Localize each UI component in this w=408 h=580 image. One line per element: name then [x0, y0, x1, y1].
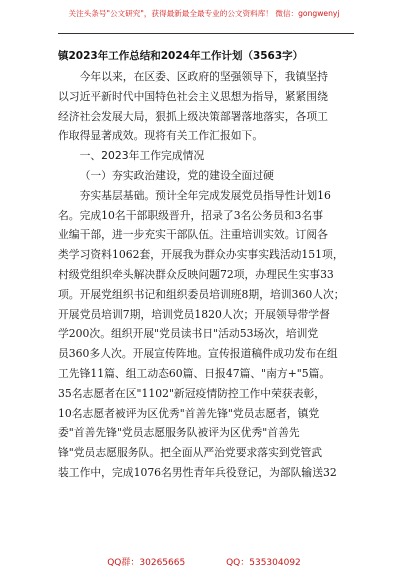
- document-title: 镇2023年工作总结和2024年工作计划（3563字）: [58, 50, 304, 62]
- footer-qq-group: QQ群：30265665: [107, 558, 186, 568]
- intro-line: 作取得显著成效。现将有关工作汇报如下。: [58, 129, 264, 143]
- document-body: [58, 67, 354, 483]
- body-line: 工先锋11篇、组工动态60篇、日报47篇、"南方+"5篇。: [58, 366, 331, 380]
- header-notice: 关注头条号"公文研究"，获得最新最全最专业的公文资料库！ 微信：gongwenyj: [68, 9, 340, 18]
- body-line: 项。开展党组织书记和组织委员培训班8期，培训360人次；: [58, 287, 345, 301]
- intro-line: 今年以来，在区委、区政府的坚强领导下，我镇坚持: [79, 70, 328, 83]
- body-line: 类学习资料1062套，开展我为群众办实事实践活动151项，: [58, 248, 344, 262]
- section-heading: 一、2023年工作完成情况: [79, 149, 205, 163]
- subsection-heading: （一）夯实政治建设，党的建设全面过硬: [79, 168, 274, 182]
- body-line: 夯实基层基础。预计全年完成发展党员指导性计划16: [79, 188, 331, 202]
- body-line: 开展党员培训7期，培训党员1820人次；开展领导带学督: [58, 307, 330, 321]
- body-line: 10名志愿者被评为区优秀"首善先锋"党员志愿者，镇党: [58, 406, 320, 420]
- body-line: 员360多人次。开展宣传阵地。宣传报道稿件成功发布在组: [58, 347, 338, 361]
- body-line: 锋"党员志愿服务队。把全面从严治党要求落实到党管武: [58, 446, 323, 460]
- body-line: 业编干部，进一步充实干部队伍。注重培训实效。订阅各: [58, 228, 328, 242]
- intro-line: 经济社会发展大局，狠抓上级决策部署落地落实，各项工: [58, 109, 328, 123]
- footer-qq: QQ：535304092: [226, 558, 301, 568]
- body-line: 学200次。组织开展"党员读书日"活动53场次，培训党: [58, 327, 319, 341]
- body-line: 村级党组织牵头解决群众反映问题72项，办理民生实事33: [58, 267, 334, 281]
- body-line: 装工作中，完成1076名男性青年兵役登记，为部队输送32: [58, 465, 337, 479]
- body-line: 名。完成10名干部职级晋升，招录了3名公务员和3名事: [58, 208, 324, 222]
- body-line: 委"首善先锋"党员志愿服务队被评为区优秀"首善先: [58, 426, 300, 440]
- intro-line: 以习近平新时代中国特色社会主义思想为指导，紧紧围绕: [58, 89, 328, 103]
- header-divider: [58, 33, 354, 34]
- body-line: 35名志愿者在区"1102"新冠疫情防控工作中荣获表彰，: [58, 386, 326, 400]
- footer-contact: [0, 555, 408, 568]
